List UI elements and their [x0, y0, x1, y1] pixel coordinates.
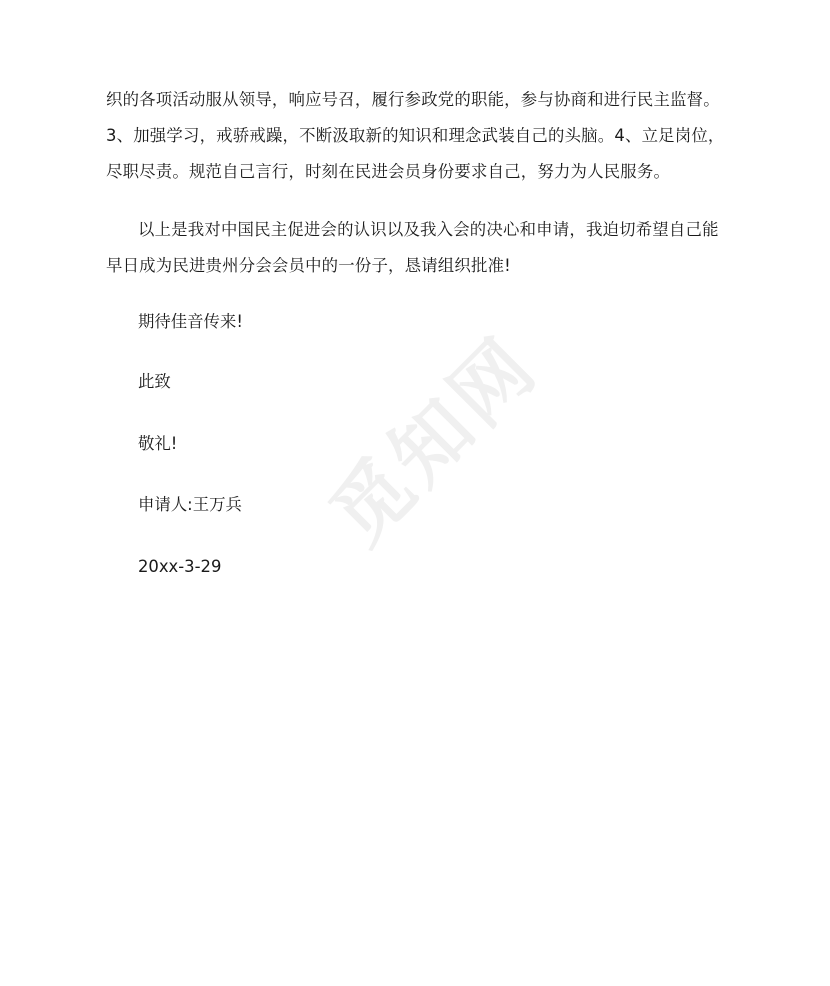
document-date: 20xx-3-29	[138, 557, 222, 576]
closing-line-regards: 敬礼!	[138, 434, 178, 453]
closing-line-expectation: 期待佳音传来!	[138, 312, 243, 331]
body-paragraph-request: 以上是我对中国民主促进会的认识以及我入会的决心和申请，我迫切希望自己能早日成为民进贵州分会会员中的一份子，恳请组织批准!	[106, 220, 719, 275]
applicant-signature: 申请人:王万兵	[138, 495, 242, 514]
closing-line-salutation: 此致	[138, 372, 171, 391]
body-paragraph-continuation: 织的各项活动服从领导，响应号召，履行参政党的职能，参与协商和进行民主监督。3、加强学习，戒骄戒躁，不断汲取新的知识和理念武装自己的头脑。4、立足岗位，尽职尽责。规范自己言行，时刻在民进会员身份要求自己，努力为人民服务。	[106, 90, 725, 181]
watermark-logo: 觅知网	[314, 320, 556, 562]
